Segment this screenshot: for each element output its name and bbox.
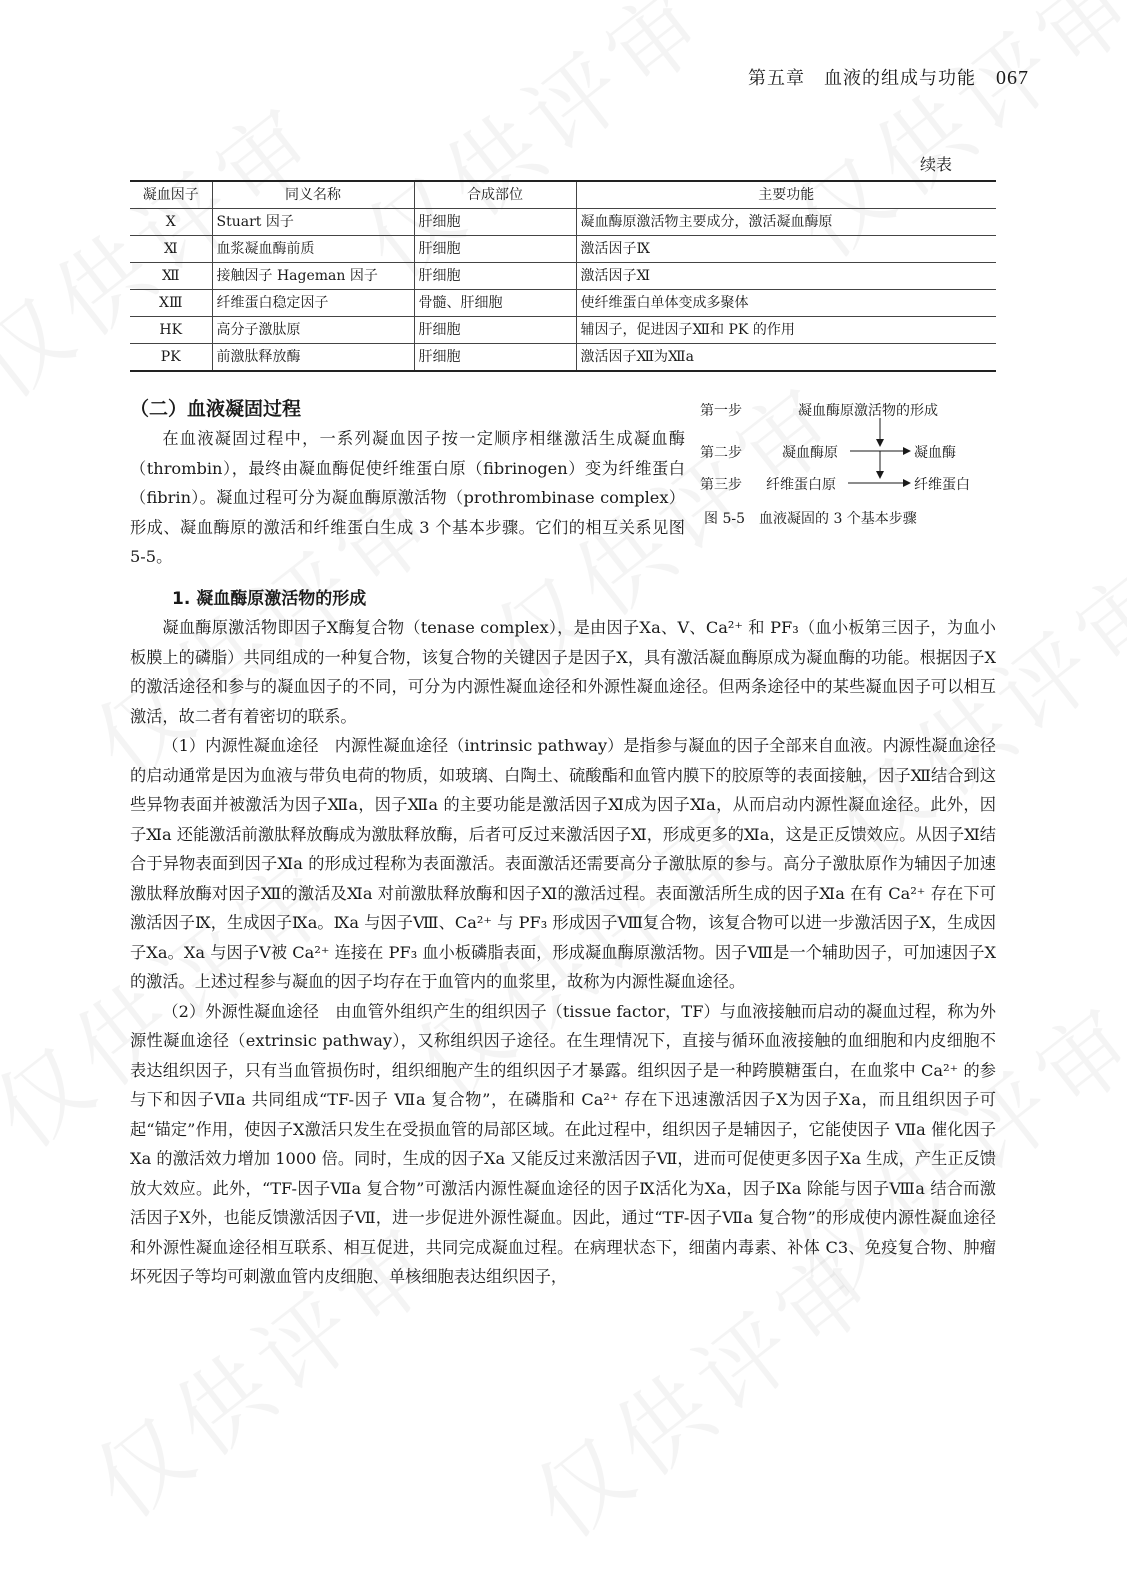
step1-label: 第一步 (700, 403, 742, 419)
table-cell: Ⅻ (130, 263, 212, 290)
paragraph: （1）内源性凝血途径 内源性凝血途径（intrinsic pathway）是指参与凝血的因子全部来自血液。内源性凝血途径的启动通常是因为血液与带负电荷的物质，如玻璃、白陶土、硫酸酯和血管内膜下的胶原等的表面接触，因子Ⅻ结合到这些异物表面并被激活为因子Ⅻa，因子Ⅻa 的主要功能是激活因子Ⅺ成为因子Ⅺa，从而启动内源性凝血途径。此外，因子Ⅺa 还能激活前激肽释放酶成为激肽释放酶，后者可反过来激活因子Ⅺ，形成更多的Ⅺa，这是正反馈效应。从因子Ⅺ结合于异物表面到因子Ⅺa 的形成过程称为表面激活。表面激活还需要高分子激肽原的参与。高分子激肽原作为辅因子加速激肽释放酶对因子Ⅻ的激活及Ⅺa 对前激肽释放酶和因子Ⅺ的激活过程。表面激活所生成的因子Ⅺa 在有 Ca²⁺ 存在下可激活因子Ⅸ，生成因子Ⅸa。Ⅸa 与因子Ⅷ、Ca²⁺ 与 PF₃ 形成因子Ⅷ复合物，该复合物可以进一步激活因子Ⅹ，生成因子Ⅹa。Ⅹa 与因子Ⅴ被 Ca²⁺ 连接在 PF₃ 血小板磷脂表面，形成凝血酶原激活物。因子Ⅷ是一个辅助因子，可加速因子Ⅹ的激活。上述过程参与凝血的因子均存在于血管内的血浆里，故称为内源性凝血途径。 (130, 736, 996, 991)
table-cell: 肝细胞 (414, 344, 576, 372)
paragraph: （2）外源性凝血途径 由血管外组织产生的组织因子（tissue factor，TF）与血液接触而启动的凝血过程，称为外源性凝血途径（extrinsic pathway），又称组织因子途径。在生理情况下，直接与循环血液接触的血细胞和内皮细胞不表达组织因子，只有当血管损伤时，组织细胞产生的组织因子才暴露。组织因子是一种跨膜糖蛋白，在血浆中 Ca²⁺ 的参与下和因子Ⅶa 共同组成“TF-因子 Ⅶa 复合物”，在磷脂和 Ca²⁺ 存在下迅速激活因子Ⅹ为因子Ⅹa，而且组织因子可起“锚定”作用，使因子Ⅹ激活只发生在受损血管的局部区域。在此过程中，组织因子是辅因子，它能使因子 Ⅶa 催化因子Ⅹa 的激活效力增加 1000 倍。同时，生成的因子Ⅹa 又能反过来激活因子Ⅶ，进而可促使更多因子Ⅹa 生成，产生正反馈放大效应。此外，“TF-因子Ⅶa 复合物”可激活内源性凝血途径的因子Ⅸ活化为Ⅹa，因子Ⅸa 除能与因子Ⅷa 结合而激活因子Ⅹ外，也能反馈激活因子Ⅶ，进一步促进外源性凝血。因此，通过“TF-因子Ⅶa 复合物”的形成使内源性凝血途径和外源性凝血途径相互联系、相互促进，共同完成凝血过程。在病理状态下，细菌内毒素、补体 C3、免疫复合物、肿瘤坏死因子等均可刺激血管内皮细胞、单核细胞表达组织因子， (130, 1001, 996, 1286)
table-cell: 激活因子Ⅺ (576, 263, 996, 290)
running-header (748, 64, 1029, 90)
chapter-title: 第五章 血液的组成与功能 (748, 68, 976, 89)
section-title: （二）血液凝固过程 (130, 398, 302, 420)
page-number: 067 (996, 67, 1029, 89)
paragraph: 在血液凝固过程中，一系列凝血因子按一定顺序相继激活生成凝血酶（thrombin），最终由凝血酶促使纤维蛋白原（fibrinogen）变为纤维蛋白（fibrin）。凝血过程可分为凝血酶原激活物（prothrombinase complex）形成、凝血酶原的激活和纤维蛋白生成 3 个基本步骤。它们的相互关系见图 5-5。 (130, 429, 685, 566)
table-cell: 骨髓、肝细胞 (414, 290, 576, 317)
table-cell: 使纤维蛋白单体变成多聚体 (576, 290, 996, 317)
figure-coagulation-steps (698, 396, 998, 536)
table-header-row (130, 181, 996, 209)
table-cell: 肝细胞 (414, 236, 576, 263)
table-continued-label: 续表 (920, 155, 953, 174)
figure-caption: 图 5-5 血液凝固的 3 个基本步骤 (704, 511, 917, 527)
table-cell: 接触因子 Hageman 因子 (212, 263, 414, 290)
table-cell: Ⅹ (130, 209, 212, 236)
table-cell: 辅因子，促进因子Ⅻ和 PK 的作用 (576, 317, 996, 344)
table-row (130, 209, 996, 236)
table-cell: 肝细胞 (414, 263, 576, 290)
column-header: 同义名称 (212, 181, 414, 209)
table-cell: 激活因子Ⅸ (576, 236, 996, 263)
step3-label: 第三步 (700, 477, 742, 493)
table-cell: HK (130, 317, 212, 344)
table-cell: PK (130, 344, 212, 372)
main-text (130, 613, 996, 1292)
step2-from: 凝血酶原 (782, 445, 838, 461)
column-header: 合成部位 (414, 181, 576, 209)
table-cell: 肝细胞 (414, 209, 576, 236)
column-header: 主要功能 (576, 181, 996, 209)
table-cell: 肝细胞 (414, 317, 576, 344)
step1-text: 凝血酶原激活物的形成 (798, 403, 938, 419)
column-header: 凝血因子 (130, 181, 212, 209)
table-cell: Stuart 因子 (212, 209, 414, 236)
step3-from: 纤维蛋白原 (766, 477, 836, 493)
coagulation-factor-table (130, 180, 996, 372)
table-cell: 前激肽释放酶 (212, 344, 414, 372)
table-cell: ⅩⅢ (130, 290, 212, 317)
table-row (130, 344, 996, 372)
table-row (130, 263, 996, 290)
paragraph: 凝血酶原激活物即因子Ⅹ酶复合物（tenase complex），是由因子Ⅹa、Ⅴ、Ca²⁺ 和 PF₃（血小板第三因子，为血小板膜上的磷脂）共同组成的一种复合物，该复合物的关键因子是因子Ⅹ，具有激活凝血酶原成为凝血酶的功能。根据因子Ⅹ的激活途径和参与的凝血因子的不同，可分为内源性凝血途径和外源性凝血途径。但两条途径中的某些凝血因子可以相互激活，故二者有着密切的联系。 (130, 618, 996, 726)
table-cell: 血浆凝血酶前质 (212, 236, 414, 263)
table-cell: Ⅺ (130, 236, 212, 263)
step3-to: 纤维蛋白 (914, 477, 970, 493)
table-row (130, 290, 996, 317)
table-cell: 纤维蛋白稳定因子 (212, 290, 414, 317)
table-cell: 凝血酶原激活物主要成分，激活凝血酶原 (576, 209, 996, 236)
table-cell: 激活因子Ⅻ为Ⅻa (576, 344, 996, 372)
step2-label: 第二步 (700, 445, 742, 461)
table-cell: 高分子激肽原 (212, 317, 414, 344)
step2-to: 凝血酶 (914, 445, 956, 461)
intro-paragraph (130, 424, 685, 572)
table-row (130, 236, 996, 263)
subsection-title: 1. 凝血酶原激活物的形成 (172, 589, 367, 609)
table-row (130, 317, 996, 344)
